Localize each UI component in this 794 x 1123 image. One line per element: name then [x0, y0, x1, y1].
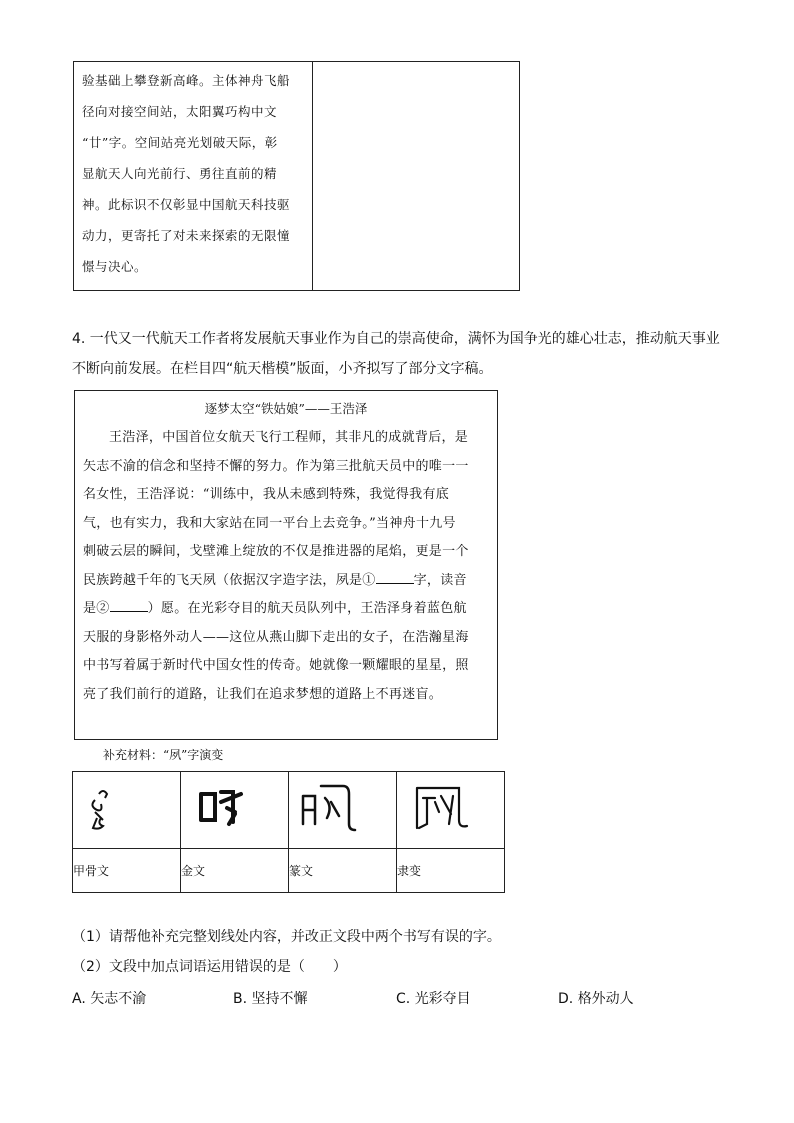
passage-line: 王浩泽，中国首位女航天飞行工程师，其非凡的成就背后，是 — [109, 430, 469, 445]
bronze-glyph-cell — [181, 772, 289, 849]
subquestion-2: （2）文段中加点词语运用错误的是（ ） — [72, 959, 347, 975]
left-line: 神。此标识不仅彰显中国航天科技驱 — [82, 197, 291, 212]
top-table — [73, 61, 520, 291]
question-4-line-2: 不断向前发展。在栏目四“航天楷模”版面，小齐拟写了部分文字稿。 — [72, 361, 493, 377]
top-table-left-cell — [82, 68, 310, 280]
passage-line: 刺破云层的瞬间，戈壁滩上绽放的不仅是推进器的尾焰，更是一个 — [83, 544, 469, 559]
left-line: 验基础上攀登新高峰。主体神舟飞船 — [82, 73, 291, 88]
top-table-right-cell — [314, 62, 519, 290]
blank-2-input[interactable] — [110, 597, 148, 612]
label-oracle-bone: 甲骨文 — [73, 849, 181, 893]
left-line: 显航天人向光前行、勇往直前的精 — [82, 166, 278, 181]
character-evolution-table — [72, 771, 505, 893]
passage-line — [83, 595, 493, 624]
passage-line: 名女性，王浩泽说：“训练中，我从未感到特殊，我觉得我有底 — [83, 487, 450, 502]
label-bronze: 金文 — [181, 849, 289, 893]
passage-title: 逐梦太空“铁姑娘”——王浩泽 — [204, 401, 368, 416]
oracle-bone-glyph-cell — [73, 772, 181, 849]
option-text: 格外动人 — [577, 991, 634, 1007]
option-text: 矢志不渝 — [90, 991, 147, 1007]
option-text: 坚持不懈 — [251, 991, 308, 1007]
option-text: 光彩夺目 — [414, 991, 471, 1007]
clerical-glyph — [397, 772, 504, 844]
option-letter: D. — [558, 991, 574, 1007]
passage-text: 是② — [83, 601, 110, 616]
passage-line: 矢志不渝的信念和坚持不懈的努力。作为第三批航天员中的唯一一 — [83, 458, 469, 474]
top-table-divider — [312, 62, 313, 290]
option-b[interactable] — [233, 988, 308, 1008]
blank-1-input[interactable] — [376, 569, 414, 584]
oracle-bone-glyph — [73, 772, 180, 844]
option-d[interactable] — [558, 988, 634, 1008]
option-letter: B. — [233, 991, 248, 1007]
seal-glyph — [289, 772, 396, 844]
passage-text: 字，读音 — [413, 572, 467, 588]
option-c[interactable] — [396, 988, 471, 1008]
left-line: 径向对接空间站，太阳翼巧构中文 — [82, 104, 278, 119]
bronze-glyph — [181, 772, 288, 844]
passage-text: 民族跨越千年的飞天夙（依据汉字造字法，夙是① — [83, 572, 376, 588]
passage-line: 中书写着属于新时代中国女性的传奇。她就像一颗耀眼的星星，照 — [83, 658, 469, 673]
option-a[interactable] — [72, 988, 146, 1008]
subquestion-1: （1）请帮他补充完整划线处内容，并改正文段中两个书写有误的字。 — [72, 929, 501, 945]
passage-line — [83, 567, 493, 596]
passage-text: ）愿。在光彩夺目的航天员队列中，王浩泽身着蓝色航 — [147, 601, 467, 616]
passage-line: 气，也有实力，我和大家站在同一平台上去竞争。”当神舟十九号 — [83, 515, 456, 531]
option-letter: C. — [396, 991, 411, 1007]
left-line: 动力，更寄托了对未来探索的无限憧 — [82, 228, 291, 243]
left-line: 憬与决心。 — [82, 259, 148, 274]
passage-box — [74, 390, 498, 740]
passage-body — [83, 424, 493, 709]
clerical-glyph-cell — [397, 772, 505, 849]
seal-glyph-cell — [289, 772, 397, 849]
question-4-line-1: 4. 一代又一代航天工作者将发展航天事业作为自己的崇高使命，满怀为国争光的雄心壮志，推动航天事业 — [72, 331, 720, 347]
supplement-caption: 补充材料：“夙”字演变 — [103, 748, 224, 762]
label-seal: 篆文 — [289, 849, 397, 893]
option-letter: A. — [72, 991, 86, 1007]
passage-line: 天服的身影格外动人——这位从燕山脚下走出的女子，在浩瀚星海 — [83, 629, 469, 645]
passage-line: 亮了我们前行的道路，让我们在追求梦想的道路上不再迷盲。 — [83, 686, 443, 702]
left-line: “廿”字。空间站亮光划破天际，彰 — [82, 135, 278, 150]
label-clerical: 隶变 — [397, 849, 505, 893]
